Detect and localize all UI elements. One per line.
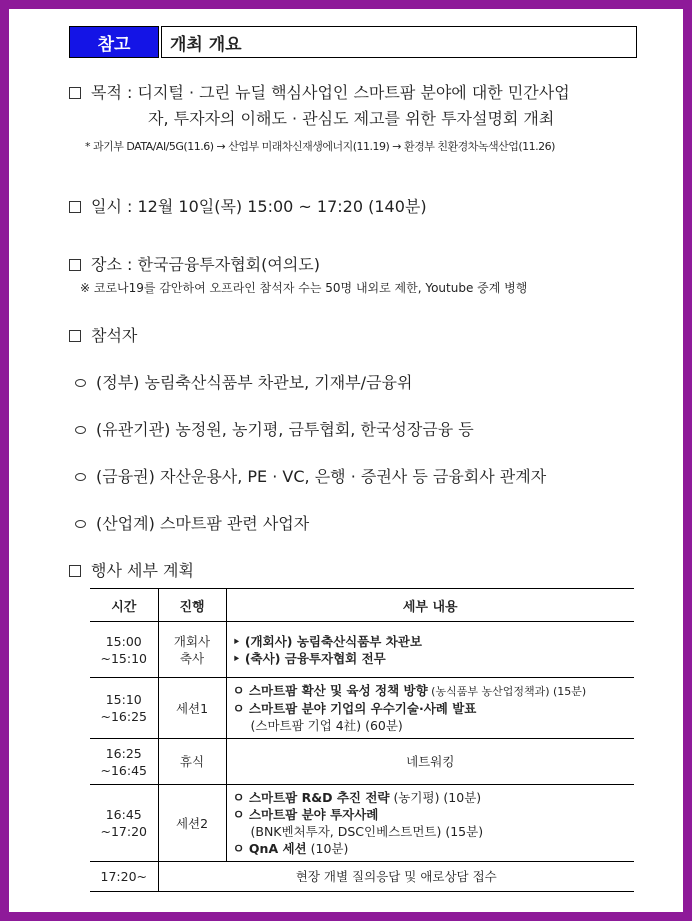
purpose-text-1: : 디지털 · 그린 뉴딜 핵심사업인 스마트팜 분야에 대한 민간사업 — [121, 83, 570, 102]
document-page — [9, 9, 683, 912]
progress-cell: 휴식 — [158, 739, 226, 785]
venue-value: : 한국금융투자협회(여의도) — [121, 255, 320, 274]
attendee-tag: (금융권) — [96, 467, 155, 486]
checkbox-square-icon — [69, 565, 81, 577]
time-cell: 15:10 ~16:25 — [90, 678, 158, 739]
purpose-note: * 과기부 DATA/AI/5G(11.6) → 산업부 미래차신재생에너지(11.19) → 환경부 친환경차녹색산업(11.26) — [85, 140, 555, 153]
checkbox-square-icon — [69, 87, 81, 99]
datetime-value: : 12월 10일(목) 15:00 ~ 17:20 (140분) — [121, 197, 427, 216]
attendee-item — [75, 464, 546, 487]
datetime-line — [69, 194, 427, 217]
purpose-line2: 자, 투자자의 이해도 · 관심도 제고를 위한 투자설명회 개최 — [148, 109, 555, 128]
attendee-tag: (산업계) — [96, 514, 155, 533]
bullet-circle-icon — [75, 520, 86, 528]
reference-badge: 참고 — [69, 26, 159, 58]
bullet-circle-icon — [75, 426, 86, 434]
table-row — [90, 785, 634, 862]
detail-line: (스마트팜 기업 4社) (60분) — [250, 718, 403, 733]
table-row — [90, 678, 634, 739]
attendees-label: 참석자 — [91, 326, 138, 345]
details-cell — [226, 678, 634, 739]
progress-cell: 세션1 — [158, 678, 226, 739]
section-header — [69, 26, 637, 58]
attendees-heading — [69, 323, 137, 346]
attendee-tag: (정부) — [96, 373, 140, 392]
bullet-circle-icon — [75, 473, 86, 481]
detail-line: ‣ (축사) 금융투자협회 전무 — [232, 650, 386, 666]
time-cell: 16:25 ~16:45 — [90, 739, 158, 785]
attendee-tag: (유관기관) — [96, 420, 171, 439]
schedule-heading — [69, 558, 194, 581]
checkbox-square-icon — [69, 330, 81, 342]
purpose-line1 — [69, 80, 570, 103]
detail-line-note: (10분) — [306, 841, 349, 856]
checkbox-square-icon — [69, 259, 81, 271]
table-row — [90, 862, 634, 892]
attendee-text: 농정원, 농기평, 금투협회, 한국성장금융 등 — [170, 420, 474, 439]
schedule-label: 행사 세부 계획 — [91, 561, 194, 580]
column-header-details: 세부 내용 — [226, 589, 634, 622]
venue-label: 장소 — [91, 255, 122, 274]
detail-line: ㅇ 스마트팜 분야 투자사례 — [232, 807, 379, 822]
checkbox-square-icon — [69, 201, 81, 213]
attendee-item — [75, 370, 412, 393]
details-cell — [226, 785, 634, 862]
attendee-text: 스마트팜 관련 사업자 — [154, 514, 310, 533]
detail-line-note: (농기평) (10분) — [389, 790, 482, 805]
venue-note: ※ 코로나19를 감안하여 오프라인 참석자 수는 50명 내외로 제한, Youtube 중계 병행 — [80, 281, 528, 295]
schedule-table — [90, 588, 634, 892]
detail-line: ㅇ 스마트팜 R&D 추진 전략 — [232, 790, 390, 805]
progress-cell: 세션2 — [158, 785, 226, 862]
table-row — [90, 739, 634, 785]
bullet-circle-icon — [75, 379, 86, 387]
details-cell — [226, 622, 634, 678]
purpose-label: 목적 — [91, 83, 122, 102]
datetime-label: 일시 — [91, 197, 122, 216]
detail-line: ㅇ 스마트팜 확산 및 육성 정책 방향 — [232, 683, 428, 698]
attendee-item — [75, 417, 474, 440]
attendee-text: 자산운용사, PE · VC, 은행 · 증권사 등 금융회사 관계자 — [154, 467, 547, 486]
detail-line-note: (농식품부 농산업정책과) (15분) — [427, 685, 587, 698]
time-cell: 15:00 ~15:10 — [90, 622, 158, 678]
column-header-time: 시간 — [90, 589, 158, 622]
details-cell: 현장 개별 질의응답 및 애로상담 접수 — [158, 862, 634, 892]
table-row — [90, 622, 634, 678]
time-cell: 16:45 ~17:20 — [90, 785, 158, 862]
progress-cell: 개회사 축사 — [158, 622, 226, 678]
attendee-item — [75, 511, 309, 534]
detail-line: ‣ (개회사) 농림축산식품부 차관보 — [232, 633, 422, 649]
attendee-text: 농림축산식품부 차관보, 기재부/금융위 — [139, 373, 413, 392]
column-header-progress: 진행 — [158, 589, 226, 622]
detail-line: ㅇ QnA 세션 — [232, 841, 307, 856]
table-header-row — [90, 589, 634, 622]
details-cell: 네트워킹 — [226, 739, 634, 785]
time-cell: 17:20~ — [90, 862, 158, 892]
detail-line: ㅇ 스마트팜 분야 기업의 우수기술·사례 발표 — [232, 701, 477, 716]
header-title: 개최 개요 — [161, 26, 637, 58]
detail-line: (BNK벤처투자, DSC인베스트먼트) (15분) — [250, 824, 484, 839]
venue-line — [69, 252, 320, 275]
